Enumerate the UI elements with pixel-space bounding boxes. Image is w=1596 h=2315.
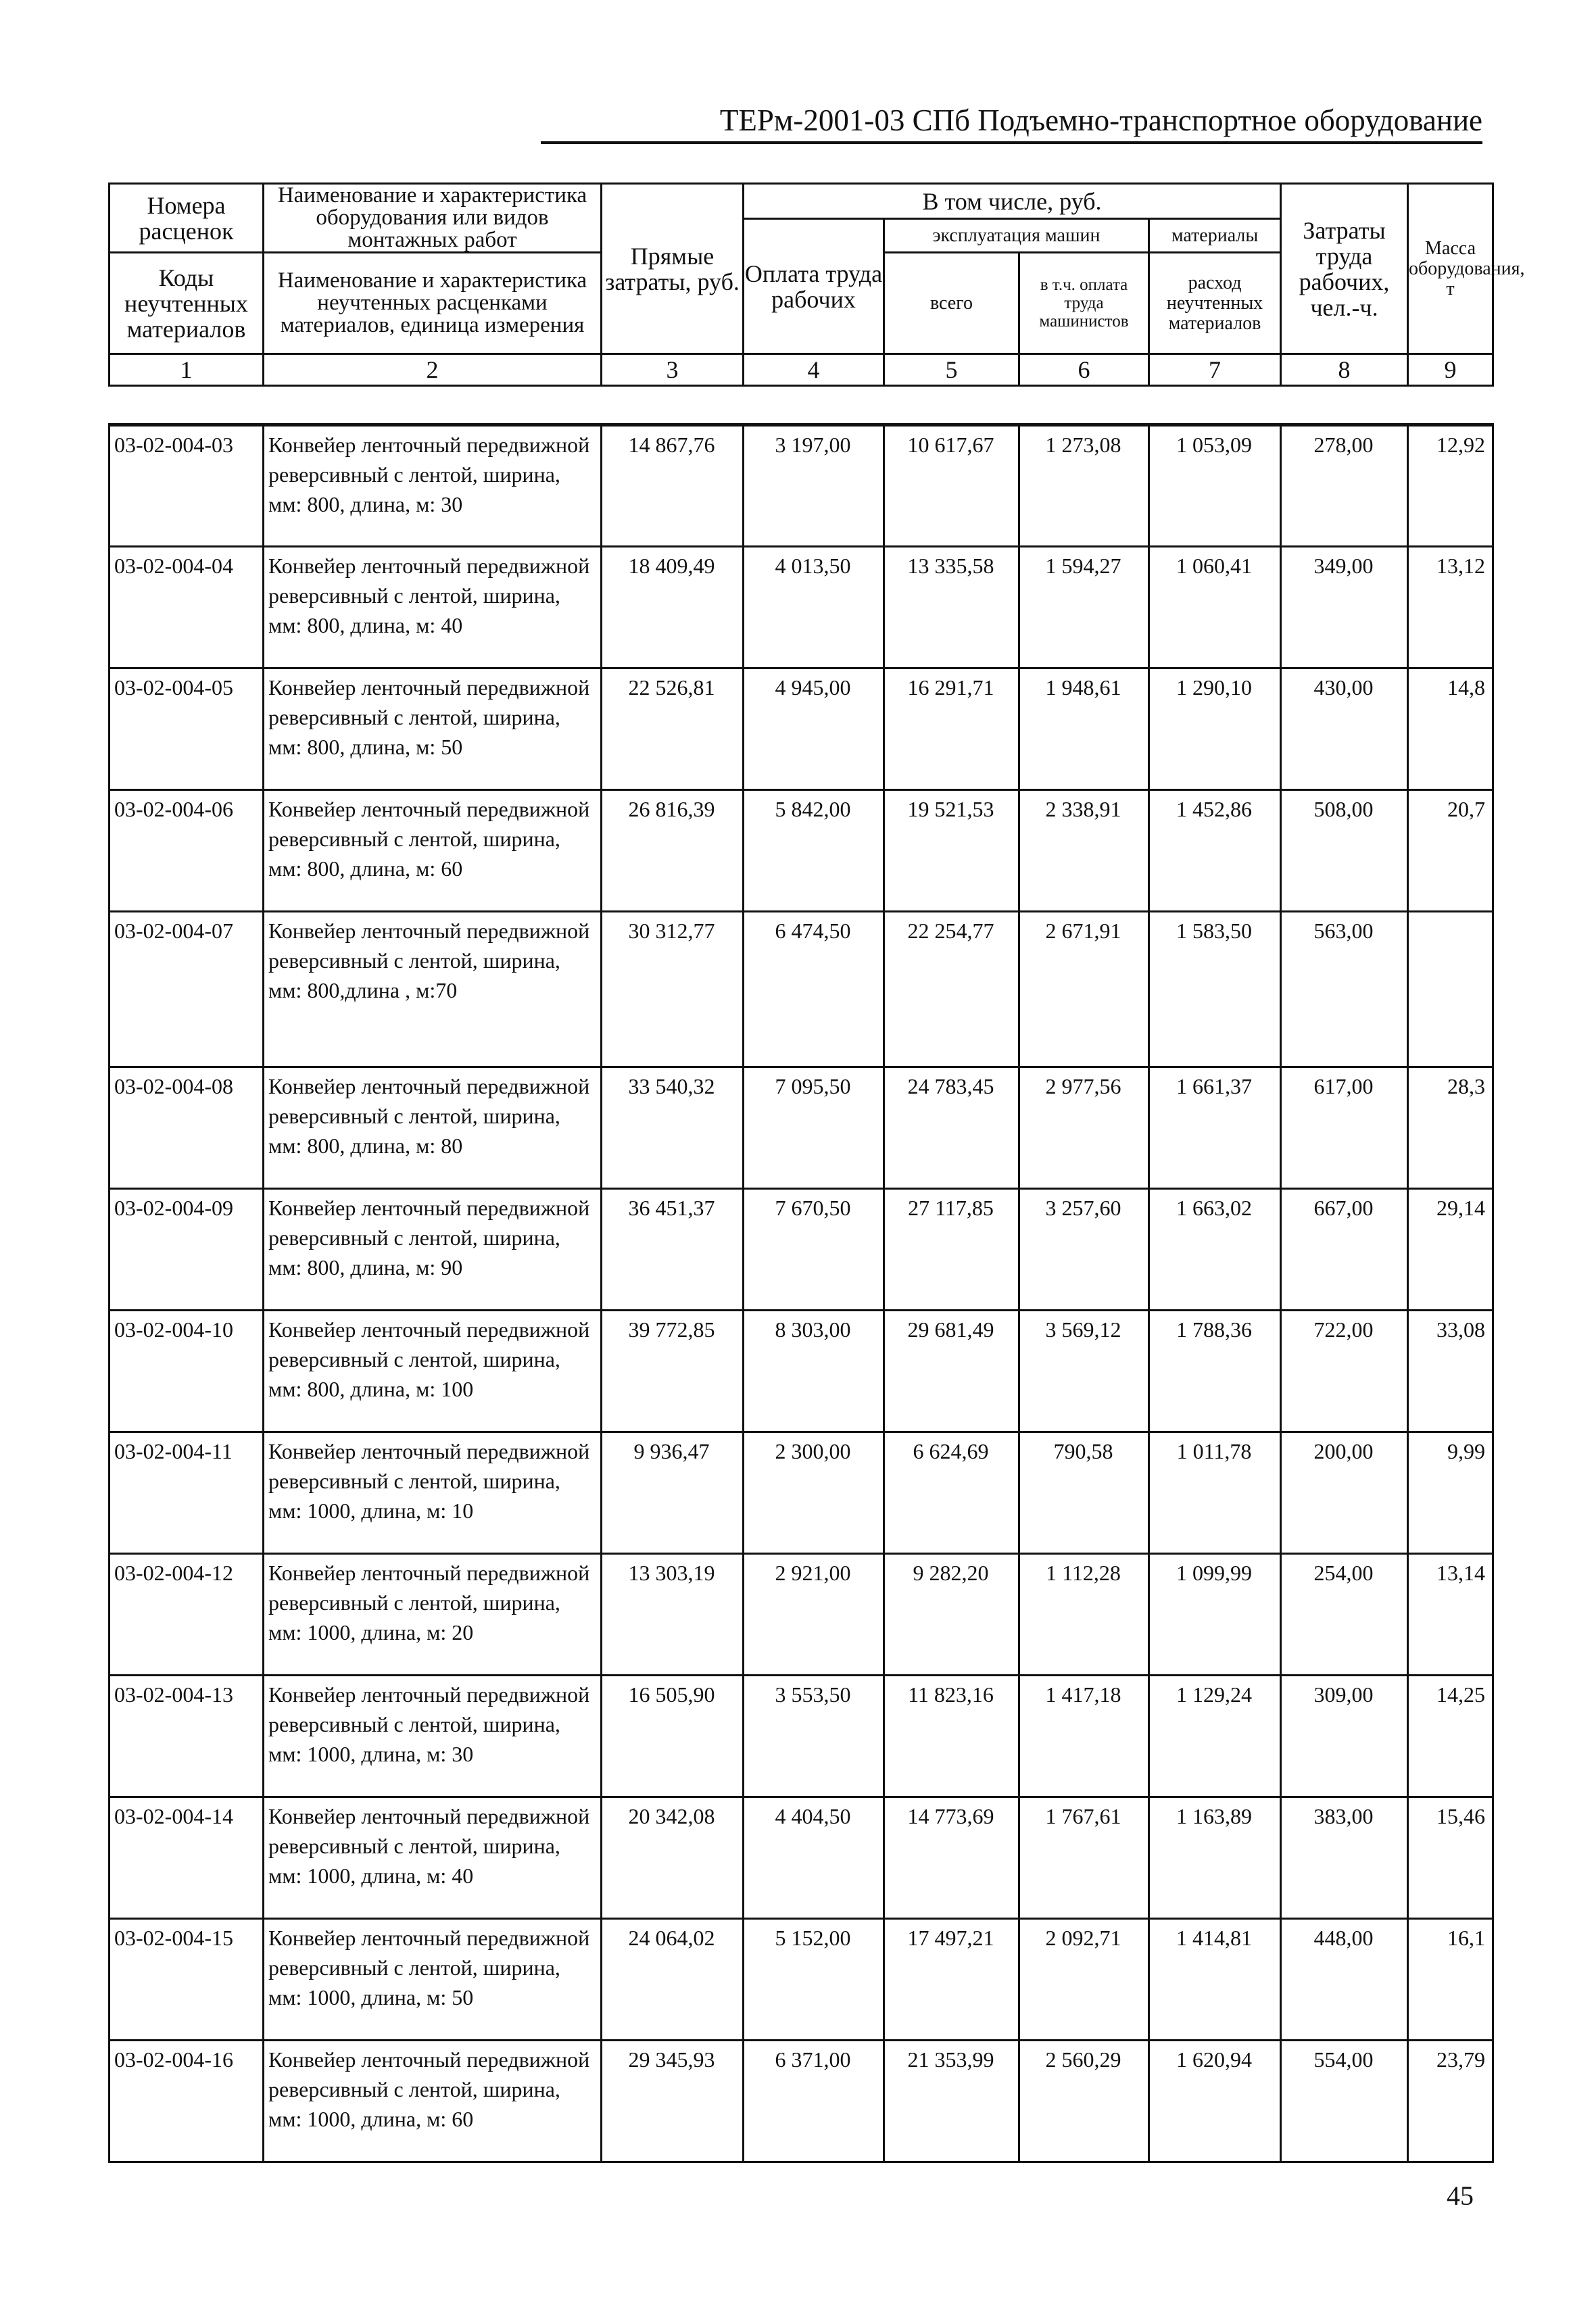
row-equipment-mass: 14,25: [1408, 1676, 1493, 1797]
row-labor-pay: 8 303,00: [744, 1311, 884, 1432]
row-materials: 1 099,99: [1149, 1554, 1281, 1676]
row-equipment-mass: 29,14: [1408, 1189, 1493, 1311]
row-machine-total: 13 335,58: [884, 547, 1019, 668]
row-machine-total: 24 783,45: [884, 1067, 1019, 1189]
row-equipment-mass: 12,92: [1408, 425, 1493, 547]
col-number: 4: [744, 354, 884, 386]
row-equipment-mass: 13,12: [1408, 547, 1493, 668]
row-machine-labor: 3 569,12: [1019, 1311, 1149, 1432]
row-code: 03-02-004-11: [110, 1432, 264, 1554]
row-labor-hours: 430,00: [1281, 668, 1408, 790]
row-labor-hours: 200,00: [1281, 1432, 1408, 1554]
row-materials: 1 788,36: [1149, 1311, 1281, 1432]
row-machine-labor: 1 273,08: [1019, 425, 1149, 547]
row-labor-pay: 3 553,50: [744, 1676, 884, 1797]
row-equipment-mass: 20,7: [1408, 790, 1493, 912]
col-number: 3: [602, 354, 744, 386]
row-machine-total: 19 521,53: [884, 790, 1019, 912]
col3-header: Прямые затраты, руб.: [602, 184, 744, 354]
row-labor-pay: 5 152,00: [744, 1919, 884, 2041]
table-header: [108, 182, 1525, 387]
row-machine-labor: 1 417,18: [1019, 1676, 1149, 1797]
row-direct-costs: 24 064,02: [602, 1919, 744, 2041]
row-machine-labor: 790,58: [1019, 1432, 1149, 1554]
document-header: ТЕРм-2001-03 СПб Подъемно-транспортное оборудование: [719, 103, 1482, 137]
row-machine-total: 16 291,71: [884, 668, 1019, 790]
row-name: Конвейер ленточный передвижной реверсивный с лентой, ширина, мм: 800, длина, м: 60: [264, 790, 602, 912]
row-direct-costs: 18 409,49: [602, 547, 744, 668]
col-number: 1: [110, 354, 264, 386]
row-name: Конвейер ленточный передвижной реверсивный с лентой, ширина, мм: 1000, длина, м: 30: [264, 1676, 602, 1797]
row-materials: 1 129,24: [1149, 1676, 1281, 1797]
table-row: [110, 1311, 1493, 1432]
row-materials: 1 163,89: [1149, 1797, 1281, 1919]
row-labor-pay: 6 474,50: [744, 912, 884, 1067]
row-name: Конвейер ленточный передвижной реверсивный с лентой, ширина, мм: 1000, длина, м: 60: [264, 2041, 602, 2162]
row-direct-costs: 39 772,85: [602, 1311, 744, 1432]
row-equipment-mass: 15,46: [1408, 1797, 1493, 1919]
row-name: Конвейер ленточный передвижной реверсивный с лентой, ширина, мм: 1000, длина, м: 50: [264, 1919, 602, 2041]
row-equipment-mass: 23,79: [1408, 2041, 1493, 2162]
row-labor-pay: 6 371,00: [744, 2041, 884, 2162]
row-name: Конвейер ленточный передвижной реверсивный с лентой, ширина, мм: 800, длина, м: 80: [264, 1067, 602, 1189]
table-row: [110, 1919, 1493, 2041]
row-machine-labor: 1 594,27: [1019, 547, 1149, 668]
row-labor-pay: 4 404,50: [744, 1797, 884, 1919]
col-number: 6: [1019, 354, 1149, 386]
row-name: Конвейер ленточный передвижной реверсивный с лентой, ширина, мм: 1000, длина, м: 20: [264, 1554, 602, 1676]
row-labor-hours: 722,00: [1281, 1311, 1408, 1432]
row-name: Конвейер ленточный передвижной реверсивный с лентой, ширина, мм: 1000, длина, м: 10: [264, 1432, 602, 1554]
row-direct-costs: 14 867,76: [602, 425, 744, 547]
table-row: [110, 790, 1493, 912]
col9-header: Масса оборудования, т: [1408, 184, 1493, 354]
col1-bottom-header: Коды неучтенных материалов: [110, 253, 264, 354]
col6-header: в т.ч. оплата труда машинистов: [1019, 253, 1149, 354]
row-labor-pay: 4 013,50: [744, 547, 884, 668]
row-machine-total: 27 117,85: [884, 1189, 1019, 1311]
row-machine-labor: 3 257,60: [1019, 1189, 1149, 1311]
row-machine-labor: 2 338,91: [1019, 790, 1149, 912]
row-direct-costs: 9 936,47: [602, 1432, 744, 1554]
row-machine-labor: 2 560,29: [1019, 2041, 1149, 2162]
row-labor-hours: 508,00: [1281, 790, 1408, 912]
row-materials: 1 583,50: [1149, 912, 1281, 1067]
table-row: [110, 1432, 1493, 1554]
row-name: Конвейер ленточный передвижной реверсивный с лентой, ширина, мм: 800, длина, м: 100: [264, 1311, 602, 1432]
col-number: 2: [264, 354, 602, 386]
row-equipment-mass: 13,14: [1408, 1554, 1493, 1676]
row-direct-costs: 20 342,08: [602, 1797, 744, 1919]
row-name: Конвейер ленточный передвижной реверсивный с лентой, ширина, мм: 800,длина , м:70: [264, 912, 602, 1067]
row-machine-total: 10 617,67: [884, 425, 1019, 547]
row-direct-costs: 26 816,39: [602, 790, 744, 912]
row-machine-labor: 1 112,28: [1019, 1554, 1149, 1676]
row-labor-hours: 254,00: [1281, 1554, 1408, 1676]
table-row: [110, 547, 1493, 668]
row-name: Конвейер ленточный передвижной реверсивный с лентой, ширина, мм: 1000, длина, м: 40: [264, 1797, 602, 1919]
row-machine-labor: 2 092,71: [1019, 1919, 1149, 2041]
row-code: 03-02-004-07: [110, 912, 264, 1067]
table-row: [110, 1189, 1493, 1311]
col7-header: расход неучтенных материалов: [1149, 253, 1281, 354]
row-name: Конвейер ленточный передвижной реверсивный с лентой, ширина, мм: 800, длина, м: 30: [264, 425, 602, 547]
row-code: 03-02-004-12: [110, 1554, 264, 1676]
row-machine-total: 17 497,21: [884, 1919, 1019, 2041]
row-code: 03-02-004-03: [110, 425, 264, 547]
col-number: 9: [1408, 354, 1493, 386]
row-materials: 1 452,86: [1149, 790, 1281, 912]
row-labor-pay: 7 095,50: [744, 1067, 884, 1189]
row-name: Конвейер ленточный передвижной реверсивный с лентой, ширина, мм: 800, длина, м: 40: [264, 547, 602, 668]
row-materials: 1 060,41: [1149, 547, 1281, 668]
table-row: [110, 425, 1493, 547]
row-equipment-mass: 16,1: [1408, 1919, 1493, 2041]
col5-header: всего: [884, 253, 1019, 354]
row-name: Конвейер ленточный передвижной реверсивный с лентой, ширина, мм: 800, длина, м: 50: [264, 668, 602, 790]
row-labor-pay: 2 300,00: [744, 1432, 884, 1554]
row-direct-costs: 30 312,77: [602, 912, 744, 1067]
group-header: В том числе, руб.: [744, 184, 1281, 219]
table-row: [110, 1067, 1493, 1189]
row-direct-costs: 16 505,90: [602, 1676, 744, 1797]
col-number: 7: [1149, 354, 1281, 386]
row-materials: 1 661,37: [1149, 1067, 1281, 1189]
machines-header: эксплуатация машин: [884, 219, 1149, 253]
row-machine-total: 14 773,69: [884, 1797, 1019, 1919]
col1-top-header: Номера расценок: [110, 184, 264, 253]
row-code: 03-02-004-05: [110, 668, 264, 790]
row-labor-pay: 5 842,00: [744, 790, 884, 912]
row-machine-labor: 2 671,91: [1019, 912, 1149, 1067]
row-labor-pay: 2 921,00: [744, 1554, 884, 1676]
row-code: 03-02-004-08: [110, 1067, 264, 1189]
row-direct-costs: 36 451,37: [602, 1189, 744, 1311]
col8-header: Затраты труда рабочих, чел.-ч.: [1281, 184, 1408, 354]
row-code: 03-02-004-06: [110, 790, 264, 912]
table-row: [110, 1676, 1493, 1797]
row-machine-total: 9 282,20: [884, 1554, 1019, 1676]
row-machine-labor: 2 977,56: [1019, 1067, 1149, 1189]
row-labor-hours: 349,00: [1281, 547, 1408, 668]
row-code: 03-02-004-13: [110, 1676, 264, 1797]
table-row: [110, 1554, 1493, 1676]
col2-top-header: Наименование и характеристика оборудования или видов монтажных работ: [264, 184, 602, 253]
row-labor-pay: 7 670,50: [744, 1189, 884, 1311]
table-row: [110, 912, 1493, 1067]
row-equipment-mass: 33,08: [1408, 1311, 1493, 1432]
row-machine-total: 29 681,49: [884, 1311, 1019, 1432]
page-number: 45: [1447, 2180, 1474, 2211]
row-code: 03-02-004-14: [110, 1797, 264, 1919]
row-labor-hours: 554,00: [1281, 2041, 1408, 2162]
row-machine-total: 22 254,77: [884, 912, 1019, 1067]
materials-header: материалы: [1149, 219, 1281, 253]
row-equipment-mass: 9,99: [1408, 1432, 1493, 1554]
row-labor-hours: 563,00: [1281, 912, 1408, 1067]
row-machine-total: 6 624,69: [884, 1432, 1019, 1554]
header-rule: [541, 141, 1482, 144]
row-code: 03-02-004-15: [110, 1919, 264, 2041]
col-number: 5: [884, 354, 1019, 386]
row-code: 03-02-004-04: [110, 547, 264, 668]
row-name: Конвейер ленточный передвижной реверсивный с лентой, ширина, мм: 800, длина, м: 90: [264, 1189, 602, 1311]
row-labor-hours: 667,00: [1281, 1189, 1408, 1311]
row-equipment-mass: [1408, 912, 1493, 1067]
row-labor-hours: 278,00: [1281, 425, 1408, 547]
row-code: 03-02-004-16: [110, 2041, 264, 2162]
row-direct-costs: 22 526,81: [602, 668, 744, 790]
row-materials: 1 290,10: [1149, 668, 1281, 790]
col4-header: Оплата труда рабочих: [744, 219, 884, 354]
col-number: 8: [1281, 354, 1408, 386]
row-machine-labor: 1 767,61: [1019, 1797, 1149, 1919]
row-code: 03-02-004-09: [110, 1189, 264, 1311]
table-row: [110, 1797, 1493, 1919]
row-machine-labor: 1 948,61: [1019, 668, 1149, 790]
row-materials: 1 663,02: [1149, 1189, 1281, 1311]
row-machine-total: 21 353,99: [884, 2041, 1019, 2162]
row-labor-pay: 4 945,00: [744, 668, 884, 790]
row-direct-costs: 13 303,19: [602, 1554, 744, 1676]
rates-table: [108, 423, 1494, 2163]
row-labor-hours: 617,00: [1281, 1067, 1408, 1189]
row-materials: 1 620,94: [1149, 2041, 1281, 2162]
table-row: [110, 668, 1493, 790]
row-equipment-mass: 14,8: [1408, 668, 1493, 790]
row-labor-pay: 3 197,00: [744, 425, 884, 547]
table-row: [110, 2041, 1493, 2162]
row-direct-costs: 33 540,32: [602, 1067, 744, 1189]
row-machine-total: 11 823,16: [884, 1676, 1019, 1797]
row-materials: 1 414,81: [1149, 1919, 1281, 2041]
row-equipment-mass: 28,3: [1408, 1067, 1493, 1189]
row-labor-hours: 383,00: [1281, 1797, 1408, 1919]
row-direct-costs: 29 345,93: [602, 2041, 744, 2162]
row-code: 03-02-004-10: [110, 1311, 264, 1432]
row-materials: 1 011,78: [1149, 1432, 1281, 1554]
row-labor-hours: 448,00: [1281, 1919, 1408, 2041]
row-materials: 1 053,09: [1149, 425, 1281, 547]
col2-bottom-header: Наименование и характеристика неучтенных расценками материалов, единица измерения: [264, 253, 602, 354]
row-labor-hours: 309,00: [1281, 1676, 1408, 1797]
